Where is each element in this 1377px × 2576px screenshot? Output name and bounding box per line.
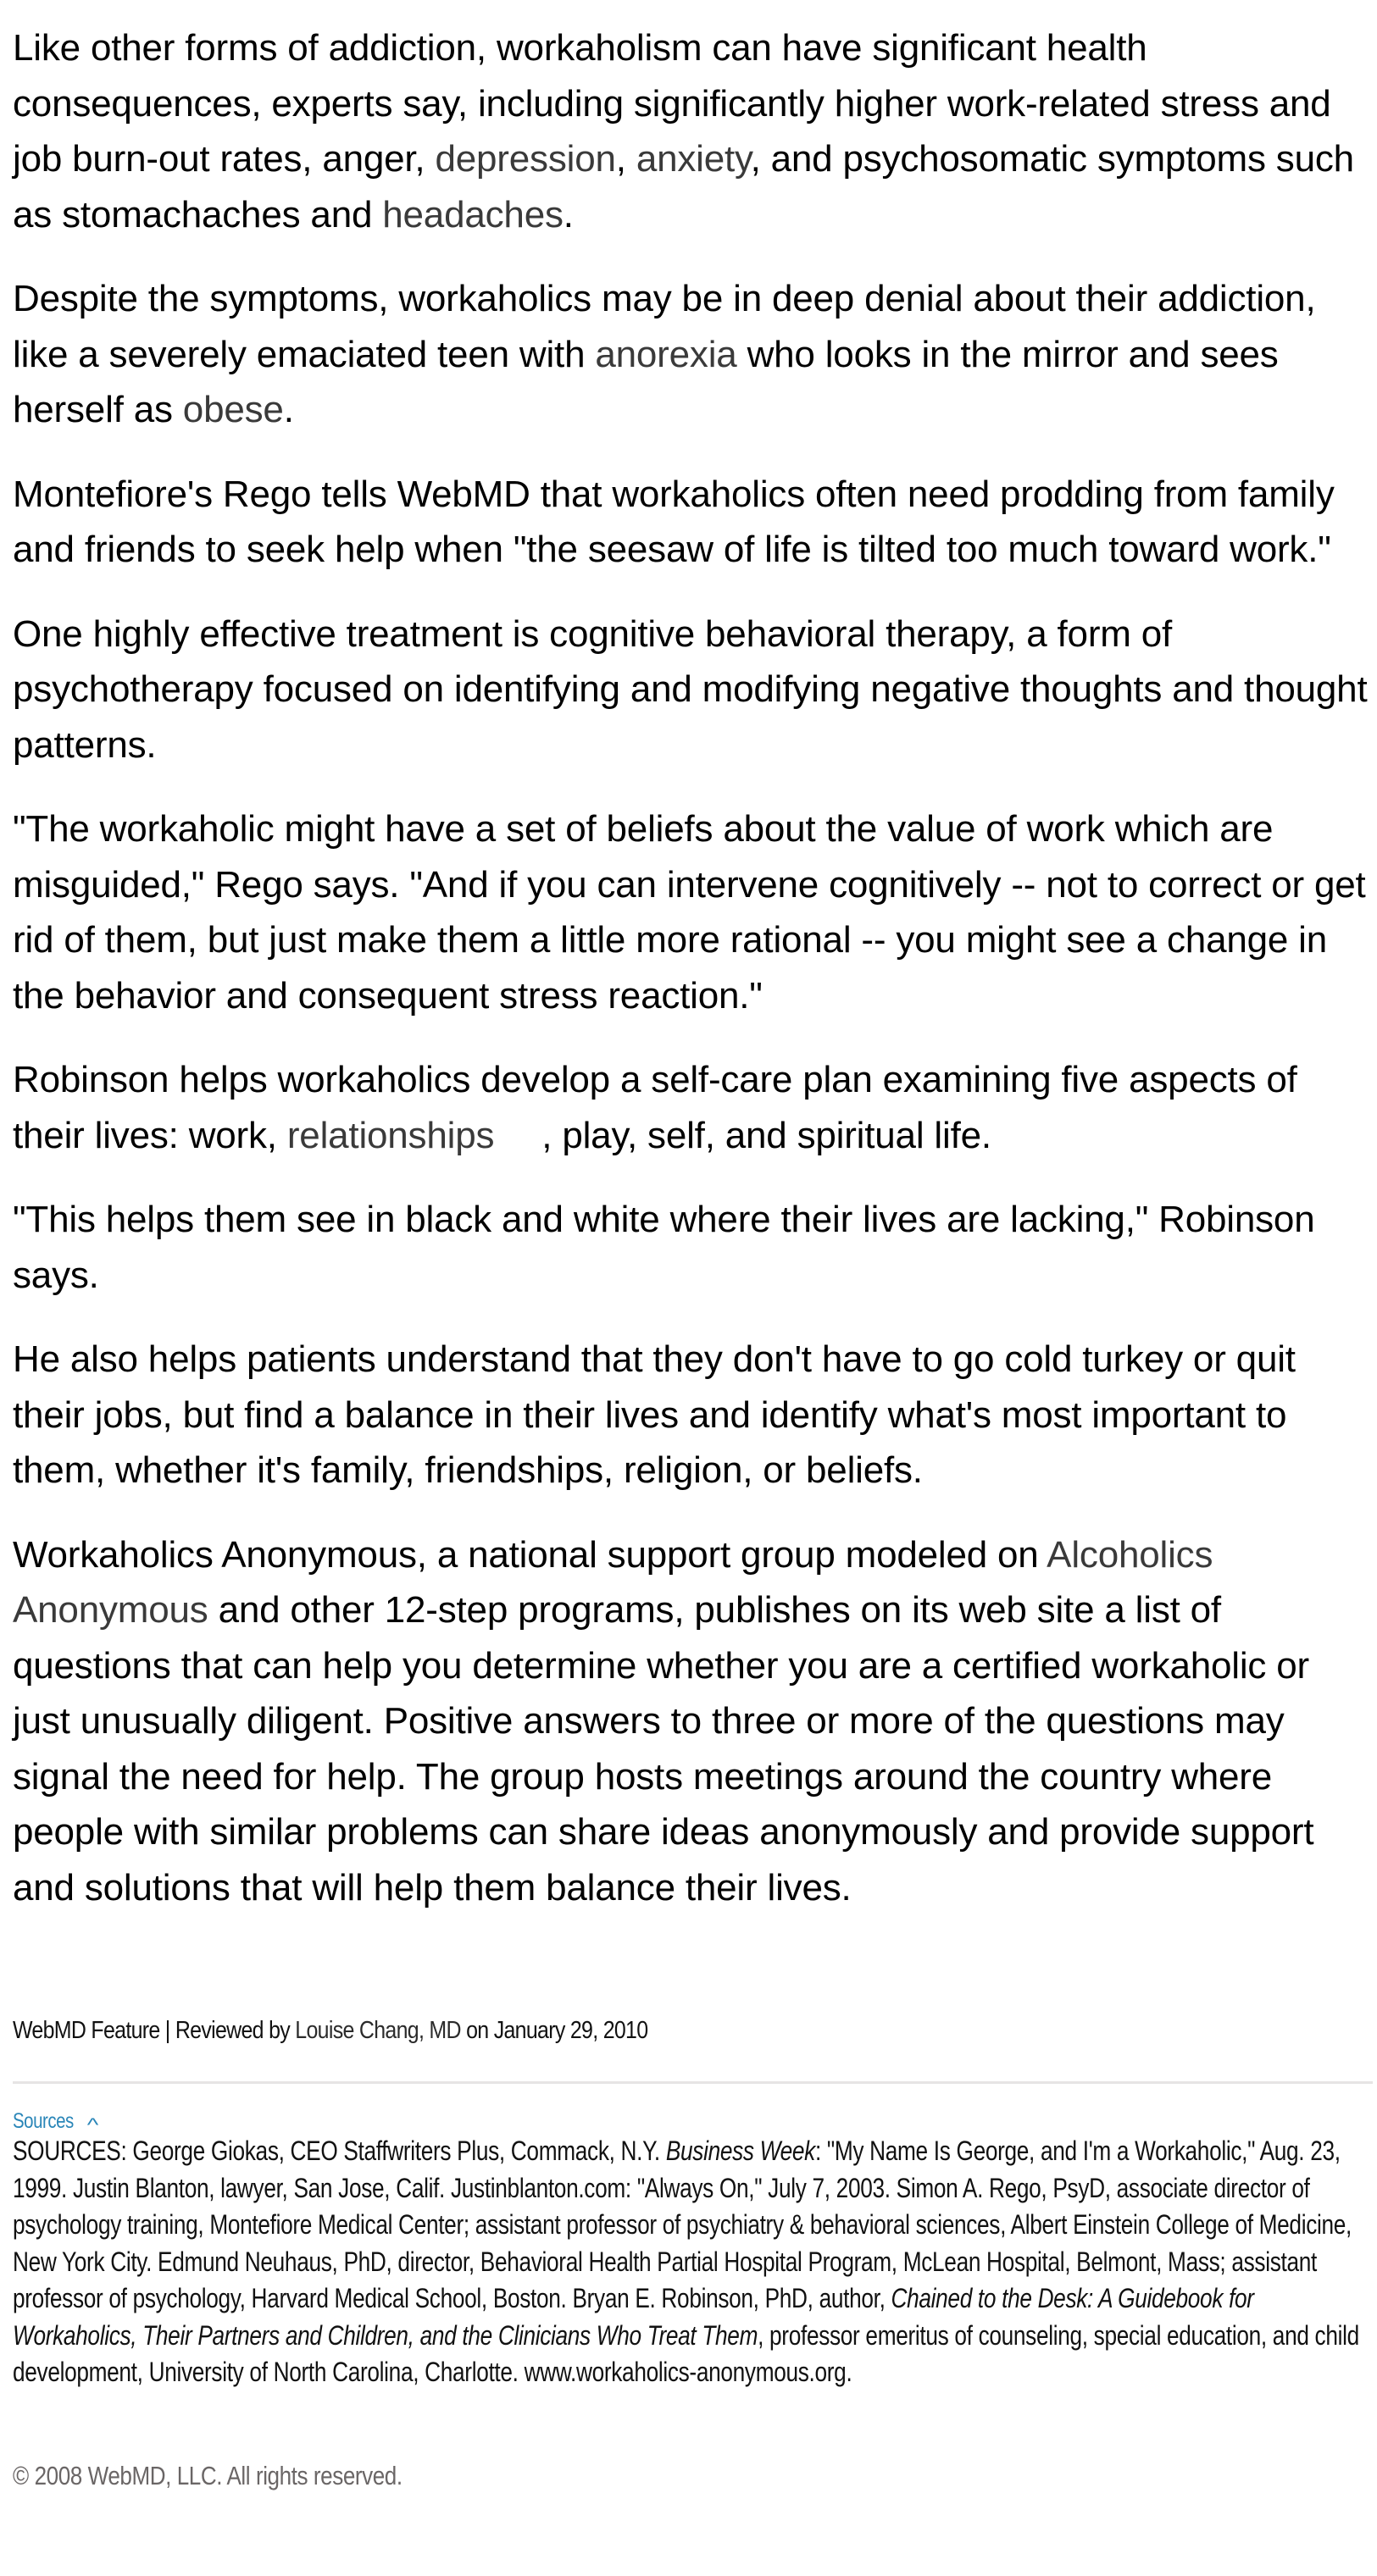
link-alcoholics-anonymous[interactable]: Alcoholics Anonymous [13,1533,1213,1631]
text: Like other forms of addiction, workaholism can have significant health consequences, experts say, including significantly higher work-related stress and job burn-out rates, anger, [13,27,1331,180]
article-body [13,20,1369,1944]
link-relationships[interactable]: relationships [286,1114,495,1156]
text: Despite the symptoms, workaholics may be in deep denial about their addiction, like a severely emaciated teen with [13,278,1316,375]
text: , and psychosomatic symptoms such as stomachaches and [13,138,1354,235]
paragraph-robinson-quote: "This helps them see in black and white where their lives are lacking," Robinson says. [13,1199,1315,1296]
link-obese[interactable]: obese [182,389,284,430]
paragraph-health-consequences [13,20,1369,242]
text: SOURCES: George Giokas, CEO Staffwriters Plus, Commack, N.Y. [13,2136,666,2166]
text: who looks in the mirror and sees herself as [13,333,1279,430]
text: Workaholics Anonymous, a national support group modeled on [13,1533,1047,1576]
link-anorexia[interactable]: anorexia [595,333,737,375]
paragraph-denial [13,271,1369,438]
text: Robinson helps workaholics develop a self-care plan examining five aspects of their lives: work, [13,1059,1297,1156]
chevron-up-icon: ^ [86,2114,98,2136]
text: , [615,138,636,180]
sources-toggle-button[interactable] [13,2109,96,2134]
sources-toggle-label: Sources [13,2109,74,2133]
text: . [283,389,294,430]
paragraph-cbt: One highly effective treatment is cognitive behavioral therapy, a form of psychotherapy focused on identifying and modifying negative thoughts and thought patterns. [13,612,1368,766]
paragraph-balance: He also helps patients understand that they don't have to go cold turkey or quit their jobs, but find a balance in their lives and identify what's most important to them, whether it's family, friendships, religion, or beliefs. [13,1338,1296,1491]
section-divider [13,2081,1373,2084]
copyright-notice: © 2008 WebMD, LLC. All rights reserved. [13,2461,403,2490]
reviewer-link[interactable]: Louise Chang, MD [295,2017,461,2044]
paragraph-workaholics-anonymous [13,1527,1369,1916]
link-headaches[interactable]: headaches [382,193,564,235]
text: : "My Name Is George, and I'm a Workaholic," Aug. 23, 1999. Justin Blanton, lawyer, San Jose, Calif. Justinblanton.com: "Always On," July 7, 2003. Simon A. Rego, PsyD, associate director of psychology training, Montefiore Medical Center; assistant professor of psychiatry & behavioral sciences, Albert Einstein College of Medicine, New York City. Edmund Neuhaus, PhD, director, Behavioral Health Partial Hospital Program, McLean Hospital, Belmont, Mass; assistant professor of psychology, Harvard Medical School, Boston. Bryan E. Robinson, PhD, author, [13,2136,1352,2313]
paragraph-rego-quote: "The workaholic might have a set of beliefs about the value of work which are misguided," Rego says. "And if you can intervene cognitively -- not to correct or get rid of them, but just make them a little more rational -- you might see a change in the behavior and consequent stress reaction." [13,808,1366,1017]
paragraph-self-care-plan [13,1052,1369,1163]
article-byline [13,2017,647,2045]
text: , professor emeritus of counseling, special education, and child development, University of North Carolina, Charlotte. www.workaholics-anonymous.org. [13,2319,1359,2387]
byline-date: on January 29, 2010 [460,2017,648,2044]
sources-text [13,2133,1374,2391]
text: , play, self, and spiritual life. [541,1114,991,1156]
byline-prefix: WebMD Feature | Reviewed by [13,2017,296,2044]
paragraph-rego-prodding: Montefiore's Rego tells WebMD that workaholics often need prodding from family and friends to seek help when "the seesaw of life is tilted too much toward work." [13,473,1335,570]
link-anxiety[interactable]: anxiety [636,138,751,180]
text: and other 12-step programs, publishes on its web site a list of questions that can help you determine whether you are a certified workaholic or just unusually diligent. Positive answers to three or more of the questions may signal the need for help. The group hosts meetings around the country where people with similar problems can share ideas anonymously and provide support and solutions that will help them balance their lives. [13,1589,1314,1908]
publication-title: Business Week [665,2136,815,2166]
text: . [563,193,574,235]
link-depression[interactable]: depression [435,138,616,180]
book-title: Chained to the Desk: A Guidebook for Workaholics, Their Partners and Children, and the Clinicians Who Treat Them [13,2283,1254,2351]
